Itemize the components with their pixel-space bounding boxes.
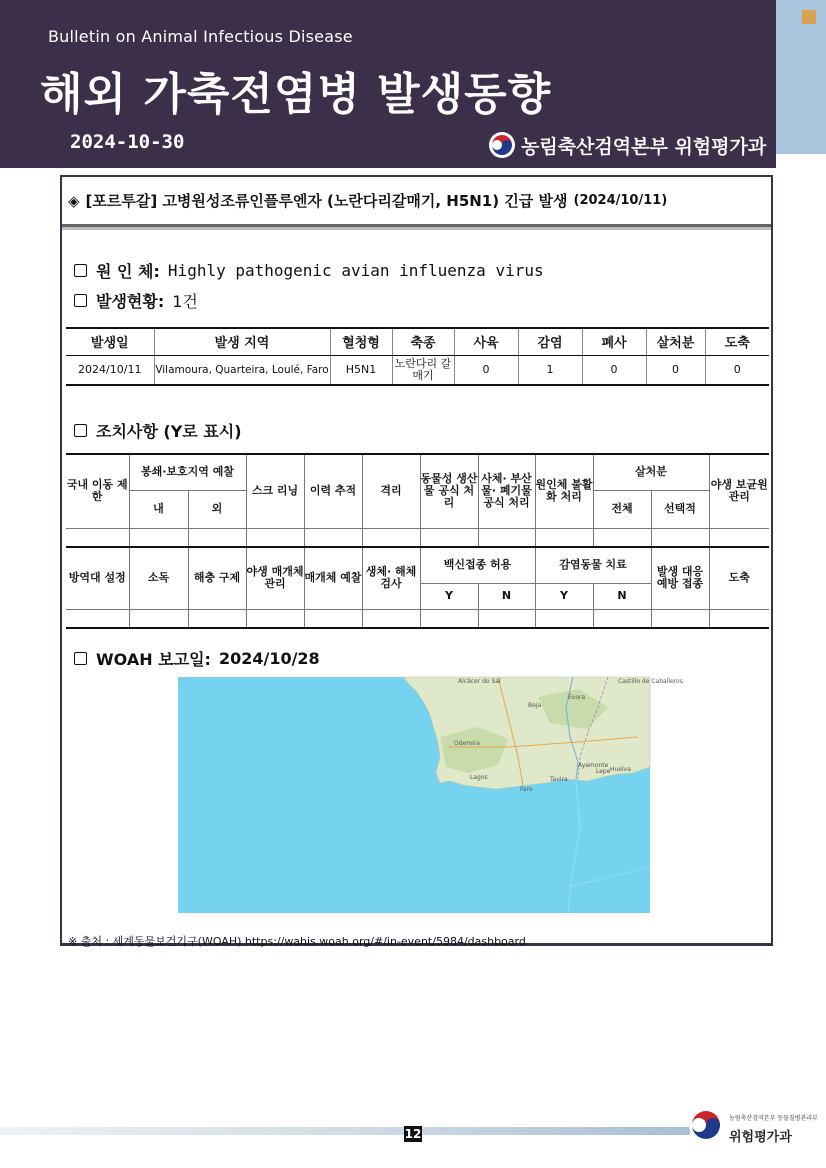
page-number: 12 — [404, 1127, 422, 1141]
col-header: 생체· 해체 검사 — [362, 547, 420, 609]
col-header: 매개체 예찰 — [304, 547, 362, 609]
side-accent-square — [802, 10, 816, 24]
report-title-bar — [62, 177, 771, 227]
page-header — [0, 0, 776, 168]
col-header: 발생 지역 — [154, 328, 330, 355]
col-subheader: Y — [535, 583, 593, 609]
table-row — [66, 609, 769, 628]
col-header: 감염 — [518, 328, 582, 355]
table-header-row — [66, 328, 769, 355]
col-header: 격리 — [362, 454, 420, 528]
col-header: 야생 보균원 관리 — [709, 454, 769, 528]
measures-label: 조치사항 (Y로 표시) — [96, 422, 242, 441]
col-subheader: N — [478, 583, 535, 609]
measures-header-row-1 — [66, 454, 769, 490]
taeguk-logo-icon — [688, 1107, 724, 1143]
woah-line — [74, 647, 320, 670]
side-accent-bar — [776, 0, 826, 154]
bulletin-subtitle: Bulletin on Animal Infectious Disease — [48, 27, 353, 46]
col-header: 야생 매개체 관리 — [246, 547, 304, 609]
col-subheader: 전체 — [593, 490, 651, 528]
map-label: Faro — [520, 786, 533, 793]
col-subheader: 외 — [188, 490, 246, 528]
table-row — [66, 355, 769, 385]
cell-culled: 0 — [646, 355, 705, 385]
map-label: Lagos — [470, 774, 488, 781]
outbreak-map — [178, 677, 683, 913]
col-header: 살처분 — [646, 328, 705, 355]
checkbox-icon — [74, 424, 87, 437]
pathogen-line — [74, 259, 544, 282]
occurrence-table — [66, 327, 769, 386]
page-title: 해외 가축전염병 발생동향 — [40, 69, 552, 120]
cell-slaughtered: 0 — [705, 355, 769, 385]
map-label: Ayamonte — [578, 762, 609, 769]
diamond-marker-icon: ◈ — [68, 191, 80, 210]
table-row — [66, 528, 769, 547]
col-header: 해충 구제 — [188, 547, 246, 609]
map-label: Lepe — [596, 768, 611, 775]
woah-date: 2024/10/28 — [218, 649, 320, 668]
col-header: 혈청형 — [330, 328, 392, 355]
col-subheader: Y — [420, 583, 478, 609]
col-header: 국내 이동 제한 — [66, 454, 129, 528]
col-header: 도축 — [705, 328, 769, 355]
taeguk-logo-icon — [488, 131, 516, 159]
org-name — [488, 131, 766, 159]
col-header: 방역대 설정 — [66, 547, 129, 609]
cell-region: Vilamoura, Quarteira, Loulé, Faro — [154, 355, 330, 385]
status-line — [74, 289, 198, 312]
measures-header-row-3 — [66, 547, 769, 583]
status-label: 발생현황: — [96, 292, 165, 311]
col-subheader: N — [593, 583, 651, 609]
col-subheader: 내 — [129, 490, 188, 528]
cell-reared: 0 — [454, 355, 518, 385]
map-label: Tavira — [550, 776, 568, 783]
map-label: Évora — [568, 694, 586, 701]
col-header: 사육 — [454, 328, 518, 355]
report-title-date: (2024/10/11) — [573, 193, 668, 208]
col-header: 이력 추적 — [304, 454, 362, 528]
col-header: 폐사 — [582, 328, 646, 355]
source-note: ※ 출처 : 세계동물보건기구(WOAH) https://wahis.woah.org/#/in-event/5984/dashboard — [68, 935, 526, 948]
col-header: 발생일 — [66, 328, 154, 355]
col-header: 도축 — [709, 547, 769, 609]
col-header: 봉쇄·보호지역 예찰 — [129, 454, 246, 490]
col-header: 발생 대응 예방 접종 — [651, 547, 709, 609]
col-subheader: 선택적 — [651, 490, 709, 528]
measures-line — [74, 419, 242, 442]
map-label: Huelva — [610, 766, 631, 773]
col-header: 감염동물 치료 — [535, 547, 651, 583]
cell-dead: 0 — [582, 355, 646, 385]
footer-org-name: 농림축산검역본부 동물질병관리부 — [729, 1115, 818, 1122]
woah-label: WOAH 보고일: — [96, 650, 211, 669]
measures-table — [66, 453, 769, 629]
cell-infected: 1 — [518, 355, 582, 385]
map-label: Beja — [528, 702, 542, 709]
checkbox-icon — [74, 294, 87, 307]
report-title: [포르투갈] 고병원성조류인플루엔자 (노란다리갈매기, H5N1) 긴급 발생 — [85, 192, 568, 210]
pathogen-label: 원 인 체: — [96, 262, 160, 281]
col-header: 동물성 생산물 공식 처리 — [420, 454, 478, 528]
org-name-label: 농림축산검역본부 위험평가과 — [521, 135, 767, 158]
checkbox-icon — [74, 652, 87, 665]
status-value: 1건 — [172, 292, 198, 311]
col-header: 스크 리닝 — [246, 454, 304, 528]
footer-divider — [0, 1127, 690, 1135]
col-header: 원인체 불활화 처리 — [535, 454, 593, 528]
footer-dept-name: 위험평가과 — [729, 1130, 792, 1145]
cell-species: 노란다리 갈매기 — [392, 355, 454, 385]
cell-serotype: H5N1 — [330, 355, 392, 385]
map-label: Alcácer do Sal — [458, 678, 501, 685]
pathogen-value: Highly pathogenic avian influenza virus — [167, 261, 544, 280]
checkbox-icon — [74, 264, 87, 277]
bulletin-date: 2024-10-30 — [70, 131, 185, 153]
col-header: 백신접종 허용 — [420, 547, 535, 583]
col-header: 살처분 — [593, 454, 709, 490]
col-header: 소독 — [129, 547, 188, 609]
map-label: Odemira — [454, 740, 480, 747]
col-header: 사체· 부산물· 폐기물 공식 처리 — [478, 454, 535, 528]
cell-date: 2024/10/11 — [66, 355, 154, 385]
report-frame — [60, 175, 773, 946]
col-header: 축종 — [392, 328, 454, 355]
map-label: Castillo de Caballeros — [618, 678, 683, 685]
